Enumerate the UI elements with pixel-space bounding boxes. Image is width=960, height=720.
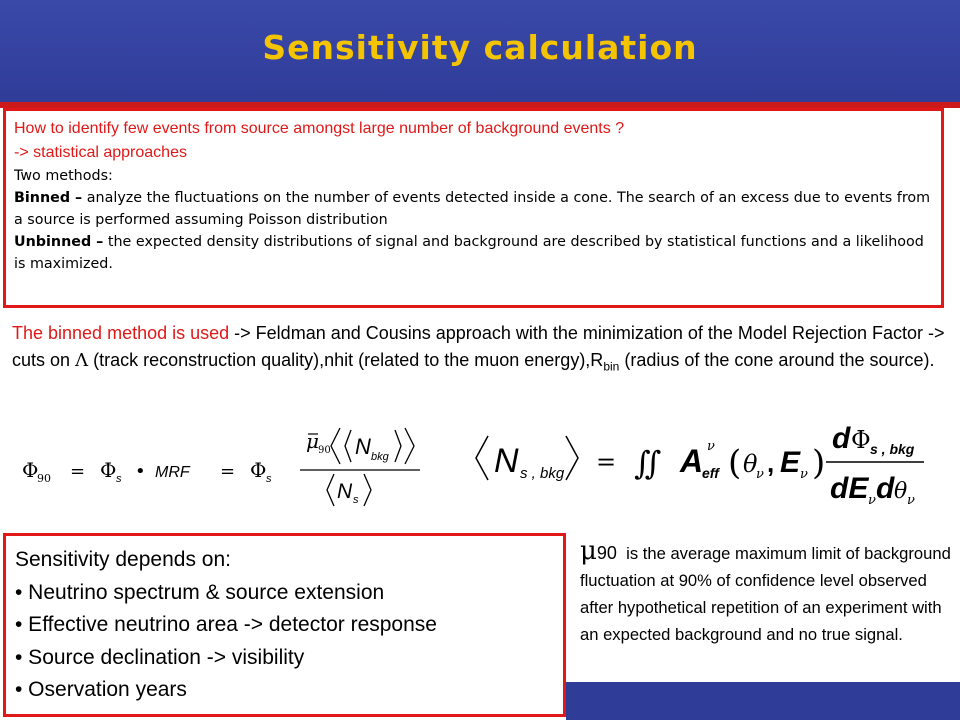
svg-text:E: E bbox=[780, 446, 801, 479]
svg-text:bkg: bkg bbox=[371, 451, 389, 463]
r-bin-subscript: bin bbox=[603, 359, 620, 374]
binned-text: analyze the fluctuations on the number of events detected inside a cone. The search of an excess due to events from a source is performed assuming Poisson distribution bbox=[14, 190, 931, 228]
mu90-note bbox=[580, 538, 960, 648]
svg-text:eff: eff bbox=[702, 465, 719, 481]
svg-text:N: N bbox=[494, 442, 519, 480]
svg-text:s: s bbox=[266, 473, 272, 485]
method-text-3: (radius of the cone around the source). bbox=[624, 350, 935, 370]
unbinned-term: Unbinned – bbox=[14, 234, 104, 250]
svg-text:(: ( bbox=[728, 443, 742, 483]
svg-text:): ) bbox=[812, 443, 826, 483]
svg-text:ν: ν bbox=[868, 493, 876, 508]
mu-subscript: 90 bbox=[596, 543, 617, 563]
methods-heading: Two methods: bbox=[14, 168, 113, 184]
svg-text:s , bkg: s , bkg bbox=[520, 465, 565, 482]
binned-term: Binned – bbox=[14, 190, 83, 206]
svg-text:∬: ∬ bbox=[634, 444, 662, 482]
svg-text:μ: μ bbox=[306, 429, 319, 453]
formulas bbox=[0, 410, 960, 515]
svg-text:90: 90 bbox=[37, 472, 51, 485]
svg-text:Φ: Φ bbox=[100, 458, 117, 482]
svg-text:θ: θ bbox=[743, 450, 758, 478]
svg-text:s: s bbox=[116, 473, 122, 485]
mu-note-text: is the average maximum limit of background fluctuation at 90% of confidence level observed after hypothetical repetition of an experiment with an expected background and no true signal. bbox=[580, 544, 951, 644]
svg-text:90: 90 bbox=[318, 445, 331, 456]
slide-title: Sensitivity calculation bbox=[262, 28, 698, 67]
svg-text:Φ: Φ bbox=[851, 426, 871, 454]
binned-lead: The binned method is used bbox=[12, 323, 230, 343]
sensitivity-item: • Source declination -> visibility bbox=[15, 645, 305, 669]
phi90-formula bbox=[22, 428, 420, 506]
svg-text:N: N bbox=[355, 434, 371, 459]
svg-text:d: d bbox=[832, 422, 851, 455]
methods-box bbox=[3, 108, 944, 308]
unbinned-method bbox=[14, 231, 933, 275]
mu-symbol: μ bbox=[580, 536, 597, 566]
svg-text:=: = bbox=[220, 461, 236, 482]
approaches-text: -> statistical approaches bbox=[14, 144, 187, 161]
nsbkg-formula bbox=[476, 422, 924, 508]
unbinned-text: the expected density distributions of signal and background are described by statistical functions and a likelihood is maximized. bbox=[14, 234, 924, 272]
method-text-2: (track reconstruction quality),nhit (related to the muon energy),R bbox=[93, 350, 604, 370]
svg-text:ν: ν bbox=[707, 439, 715, 454]
footer-bar bbox=[566, 682, 960, 720]
svg-text:Φ: Φ bbox=[22, 458, 39, 482]
svg-text:d: d bbox=[876, 472, 895, 505]
binned-method bbox=[14, 187, 933, 231]
binned-method-paragraph bbox=[12, 320, 956, 381]
svg-text:Φ: Φ bbox=[250, 458, 267, 482]
svg-text:dE: dE bbox=[830, 472, 869, 505]
svg-text:N: N bbox=[337, 480, 353, 503]
sensitivity-item: • Neutrino spectrum & source extension bbox=[15, 580, 385, 604]
svg-text:•: • bbox=[135, 461, 146, 482]
svg-text:s: s bbox=[353, 494, 359, 506]
question-text: How to identify few events from source amongst large number of background events ? bbox=[14, 120, 625, 137]
svg-text:A: A bbox=[680, 443, 704, 479]
svg-text:MRF: MRF bbox=[155, 464, 190, 481]
svg-text:=: = bbox=[70, 461, 86, 482]
method-text-1: -> Feldman and Cousins approach with the minimization of the Model Rejection Factor -> cuts on bbox=[12, 323, 945, 370]
svg-text:ν: ν bbox=[800, 467, 808, 482]
sensitivity-heading: Sensitivity depends on: bbox=[15, 548, 231, 571]
svg-text:θ: θ bbox=[894, 479, 908, 504]
svg-text:ν: ν bbox=[907, 493, 915, 508]
svg-text:,: , bbox=[767, 448, 775, 478]
sensitivity-item: • Oservation years bbox=[15, 678, 187, 701]
svg-text:ν: ν bbox=[756, 467, 764, 482]
svg-text:s , bkg: s , bkg bbox=[870, 441, 915, 457]
lambda-symbol: Λ bbox=[75, 350, 89, 371]
sensitivity-item: • Effective neutrino area -> detector response bbox=[15, 613, 437, 636]
sensitivity-box bbox=[3, 533, 566, 717]
svg-text:=: = bbox=[596, 448, 617, 476]
